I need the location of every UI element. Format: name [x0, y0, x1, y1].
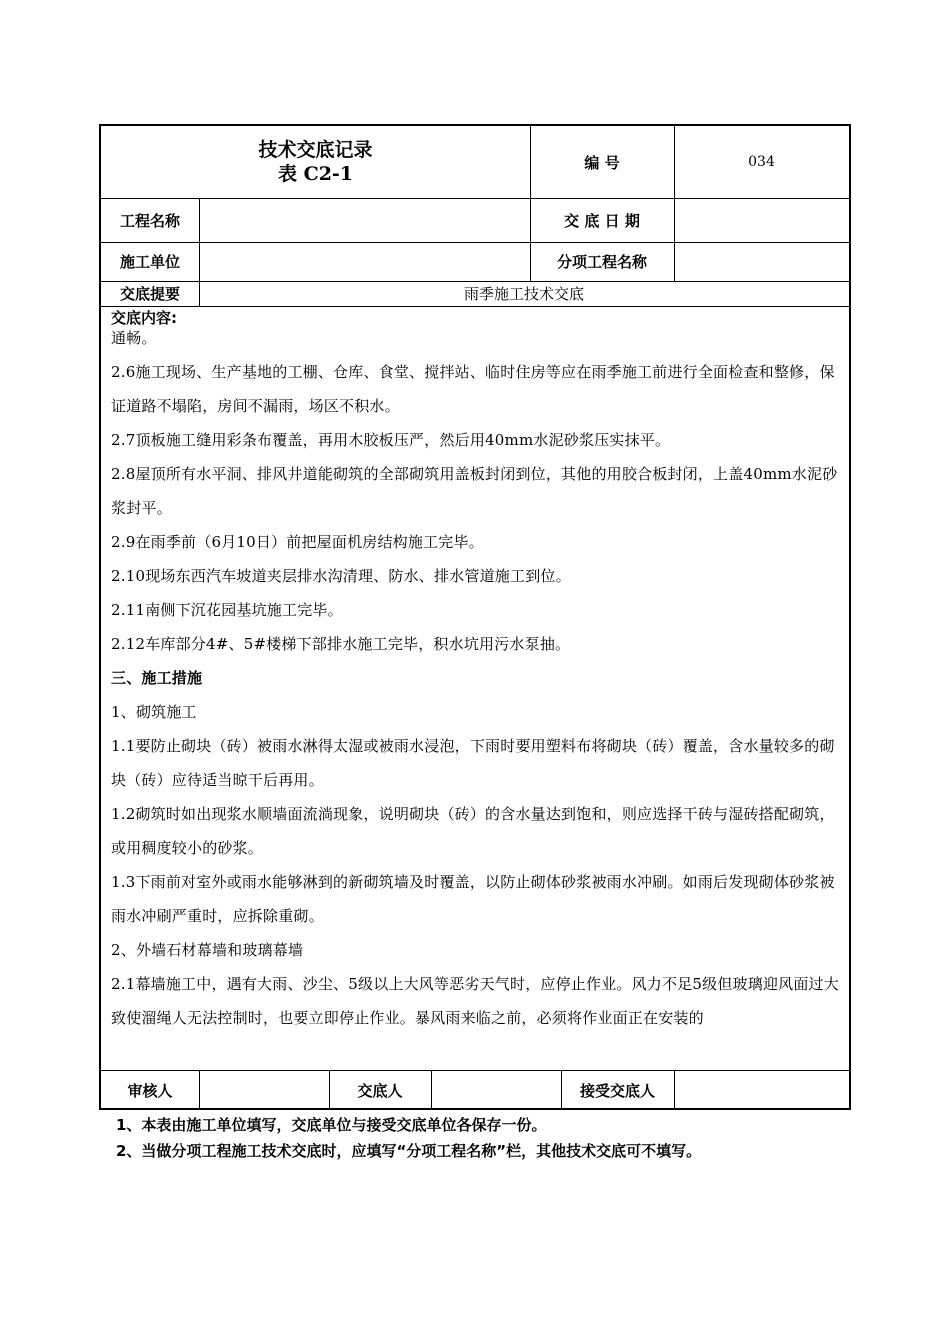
receiver-value[interactable]: [674, 1070, 849, 1110]
receiver-label: 接受交底人: [579, 1081, 655, 1100]
content-paragraph: 1.1要防止砌块（砖）被雨水淋得太湿或被雨水浸泡，下雨时要用塑料布将砌块（砖）覆盖，含水量较多的砌块（砖）应待适当晾干后再用。: [111, 737, 835, 789]
content-paragraph: 2、外墙石材幕墙和玻璃幕墙: [111, 941, 304, 959]
disclosure-form: [99, 124, 851, 1110]
form-title: 技术交底记录: [258, 139, 373, 161]
sub-project-label: 分项工程名称: [556, 253, 647, 271]
sub-project-value[interactable]: [674, 242, 849, 281]
section-heading: 三、施工措施: [111, 669, 203, 687]
project-name-label: 工程名称: [119, 211, 180, 230]
reviewer-value[interactable]: [199, 1070, 329, 1110]
number-value[interactable]: 034: [748, 154, 775, 170]
content-paragraph: 2.7顶板施工缝用彩条布覆盖，再用木胶板压严，然后用40mm水泥砂浆压实抹平。: [111, 431, 671, 449]
content-label: 交底内容:: [111, 309, 177, 327]
content-paragraph: 2.9在雨季前（6月10日）前把屋面机房结构施工完毕。: [111, 533, 484, 551]
form-notes: [116, 1112, 701, 1164]
content-paragraph: 2.6施工现场、生产基地的工棚、仓库、食堂、搅拌站、临时住房等应在雨季施工前进行全面检查和整修，保证道路不塌陷，房间不漏雨，场区不积水。: [111, 363, 835, 415]
content-paragraph: 通畅。: [111, 329, 157, 347]
content-paragraph: 2.8屋顶所有水平洞、排风井道能砌筑的全部砌筑用盖板封闭到位，其他的用胶合板封闭，上盖40mm水泥砂浆封平。: [111, 465, 838, 517]
form-code: 表 C2-1: [277, 163, 354, 185]
reviewer-label: 审核人: [127, 1081, 173, 1100]
content-paragraph: 1.3下雨前对室外或雨水能够淋到的新砌筑墙及时覆盖，以防止砌体砂浆被雨水冲刷。如雨后发现砌体砂浆被雨水冲刷严重时，应拆除重砌。: [111, 873, 835, 925]
date-value[interactable]: [674, 198, 849, 242]
disclosure-content: [111, 309, 843, 1035]
discloser-value[interactable]: [431, 1070, 561, 1110]
discloser-label: 交底人: [357, 1081, 403, 1100]
content-paragraph: 1.2砌筑时如出现浆水顺墙面流淌现象，说明砌块（砖）的含水量达到饱和，则应选择干砖与湿砖搭配砌筑，或用稠度较小的砂浆。: [111, 805, 835, 857]
unit-value[interactable]: [199, 242, 530, 281]
form-title-block: [101, 126, 530, 198]
row-divider: [101, 306, 849, 307]
content-paragraph: 2.11南侧下沉花园基坑施工完毕。: [111, 601, 343, 619]
content-paragraph: 2.12车库部分4#、5#楼梯下部排水施工完毕，积水坑用污水泵抽。: [111, 635, 571, 653]
summary-value[interactable]: 雨季施工技术交底: [463, 285, 584, 303]
content-paragraph: 1、砌筑施工: [111, 703, 197, 721]
date-label: 交 底 日 期: [564, 211, 640, 230]
note-item: 2、当做分项工程施工技术交底时，应填写“分项工程名称”栏，其他技术交底可不填写。: [116, 1142, 702, 1160]
project-name-value[interactable]: [199, 198, 530, 242]
summary-label: 交底提要: [119, 285, 180, 303]
note-item: 1、本表由施工单位填写，交底单位与接受交底单位各保存一份。: [116, 1116, 547, 1134]
content-paragraph: 2.1幕墙施工中，遇有大雨、沙尘、5级以上大风等恶劣天气时，应停止作业。风力不足5级但玻璃迎风面过大致使溜绳人无法控制时，也要立即停止作业。暴风雨来临之前，必须将作业面正在安装的: [111, 975, 839, 1027]
content-paragraph: 2.10现场东西汽车坡道夹层排水沟清理、防水、排水管道施工到位。: [111, 567, 571, 585]
unit-label: 施工单位: [119, 253, 180, 271]
number-label: 编 号: [584, 153, 620, 172]
